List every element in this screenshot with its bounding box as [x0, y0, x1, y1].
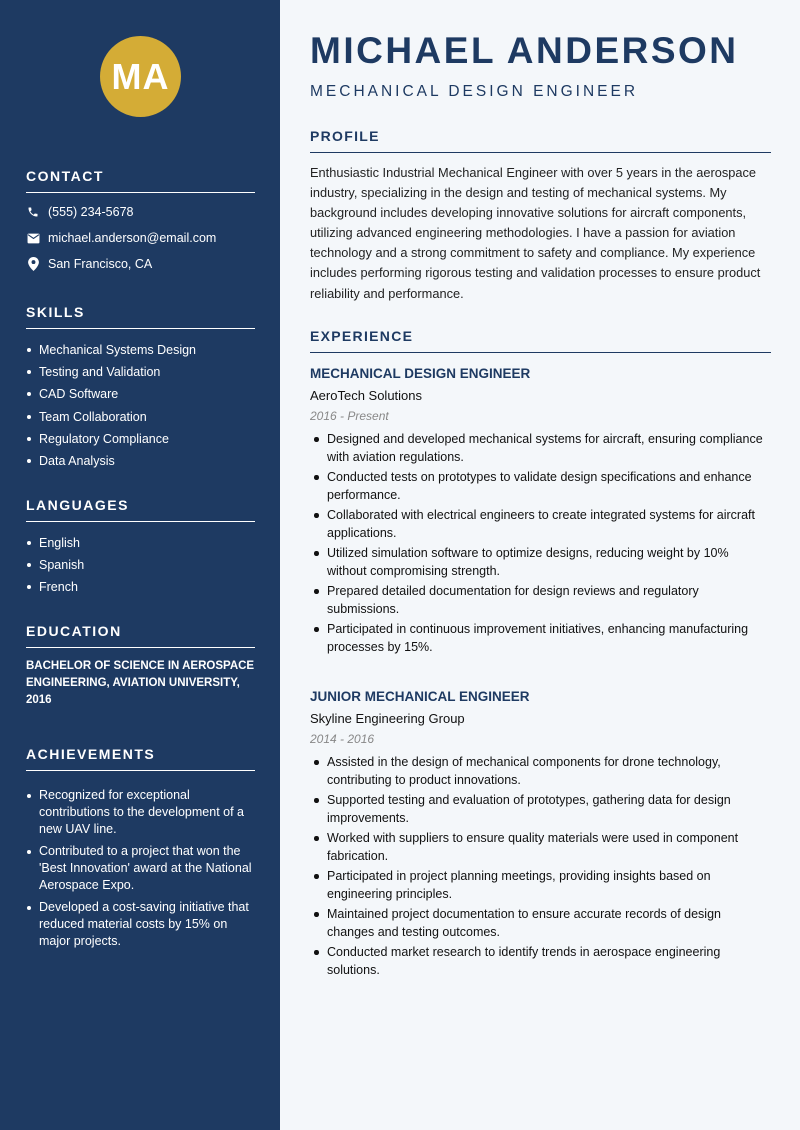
skills-heading: SKILLS — [26, 304, 255, 329]
contact-heading: CONTACT — [26, 168, 255, 193]
job-title: JUNIOR MECHANICAL ENGINEER — [310, 689, 530, 704]
map-pin-icon — [26, 257, 40, 271]
candidate-role: MECHANICAL DESIGN ENGINEER — [310, 83, 639, 100]
job-bullet: Supported testing and evaluation of prototypes, gathering data for design improvements. — [310, 791, 771, 827]
skill-item: Regulatory Compliance — [26, 428, 255, 450]
job-bullet: Collaborated with electrical engineers to create integrated systems for aircraft applications. — [310, 506, 771, 542]
profile-text: Enthusiastic Industrial Mechanical Engineer with over 5 years in the aerospace industry, specializing in the design and testing of mechanical systems. My background includes developing innovative solutions for aircraft components, utilizing advanced engineering methodologies. I have a passion for aviation technology and a strong commitment to safety and compliance. My experience includes performing rigorous testing and validation processes to ensure product reliability and performance. — [310, 165, 761, 301]
contact-email — [26, 225, 255, 251]
job-bullet: Participated in continuous improvement initiatives, enhancing manufacturing processes by 15%. — [310, 620, 771, 656]
achievement-item: Developed a cost-saving initiative that reduced material costs by 15% on major projects. — [26, 899, 255, 950]
contact-section — [26, 168, 255, 277]
location-text: San Francisco, CA — [48, 257, 153, 271]
achievement-item: Recognized for exceptional contributions to the development of a new UAV line. — [26, 787, 255, 838]
envelope-icon — [26, 231, 40, 245]
job-bullet: Prepared detailed documentation for design reviews and regulatory submissions. — [310, 582, 771, 618]
language-item: French — [26, 576, 255, 598]
achievements-section — [26, 746, 255, 955]
job-entry — [310, 366, 771, 658]
experience-heading: EXPERIENCE — [310, 328, 771, 353]
job-bullet: Designed and developed mechanical systems for aircraft, ensuring compliance with aviation regulations. — [310, 430, 771, 466]
skill-item: Testing and Validation — [26, 361, 255, 383]
languages-list — [26, 532, 255, 599]
job-bullet: Participated in project planning meetings, providing insights based on engineering principles. — [310, 867, 771, 903]
phone-text[interactable]: (555) 234-5678 — [48, 205, 134, 219]
skill-item: Team Collaboration — [26, 406, 255, 428]
achievements-heading: ACHIEVEMENTS — [26, 746, 255, 771]
job-bullet: Assisted in the design of mechanical components for drone technology, contributing to product innovations. — [310, 753, 771, 789]
contact-phone — [26, 199, 255, 225]
job-bullets — [310, 753, 771, 979]
skills-list — [26, 339, 255, 472]
job-title: MECHANICAL DESIGN ENGINEER — [310, 366, 531, 381]
job-bullet: Conducted market research to identify trends in aerospace engineering solutions. — [310, 943, 771, 979]
company-name: Skyline Engineering Group — [310, 711, 465, 726]
avatar: MA — [100, 36, 181, 117]
skill-item: Data Analysis — [26, 450, 255, 472]
phone-icon — [26, 205, 40, 219]
languages-heading: LANGUAGES — [26, 497, 255, 522]
contact-location — [26, 251, 255, 277]
candidate-name: MICHAEL ANDERSON — [310, 30, 739, 71]
language-item: Spanish — [26, 554, 255, 576]
profile-heading: PROFILE — [310, 128, 771, 153]
job-dates: 2014 - 2016 — [310, 732, 375, 746]
job-bullet: Conducted tests on prototypes to validate design specifications and enhance performance. — [310, 468, 771, 504]
language-item: English — [26, 532, 255, 554]
education-section — [26, 623, 255, 709]
sidebar — [0, 0, 280, 1130]
education-heading: EDUCATION — [26, 623, 255, 648]
job-bullet: Worked with suppliers to ensure quality materials were used in component fabrication. — [310, 829, 771, 865]
job-bullet: Maintained project documentation to ensure accurate records of design changes and testing outcomes. — [310, 905, 771, 941]
job-bullet: Utilized simulation software to optimize designs, reducing weight by 10% without compromising strength. — [310, 544, 771, 580]
email-link[interactable]: michael.anderson@email.com — [48, 231, 217, 245]
job-entry — [310, 689, 771, 981]
skill-item: CAD Software — [26, 383, 255, 405]
job-bullets — [310, 430, 771, 656]
company-name: AeroTech Solutions — [310, 388, 423, 403]
skills-section — [26, 304, 255, 472]
job-dates: 2016 - Present — [310, 409, 389, 423]
achievement-item: Contributed to a project that won the 'Best Innovation' award at the National Aerospace Expo. — [26, 843, 255, 894]
achievements-list — [26, 787, 255, 950]
degree-text: BACHELOR OF SCIENCE IN AEROSPACE ENGINEERING, AVIATION UNIVERSITY, 2016 — [26, 660, 255, 706]
skill-item: Mechanical Systems Design — [26, 339, 255, 361]
languages-section — [26, 497, 255, 599]
